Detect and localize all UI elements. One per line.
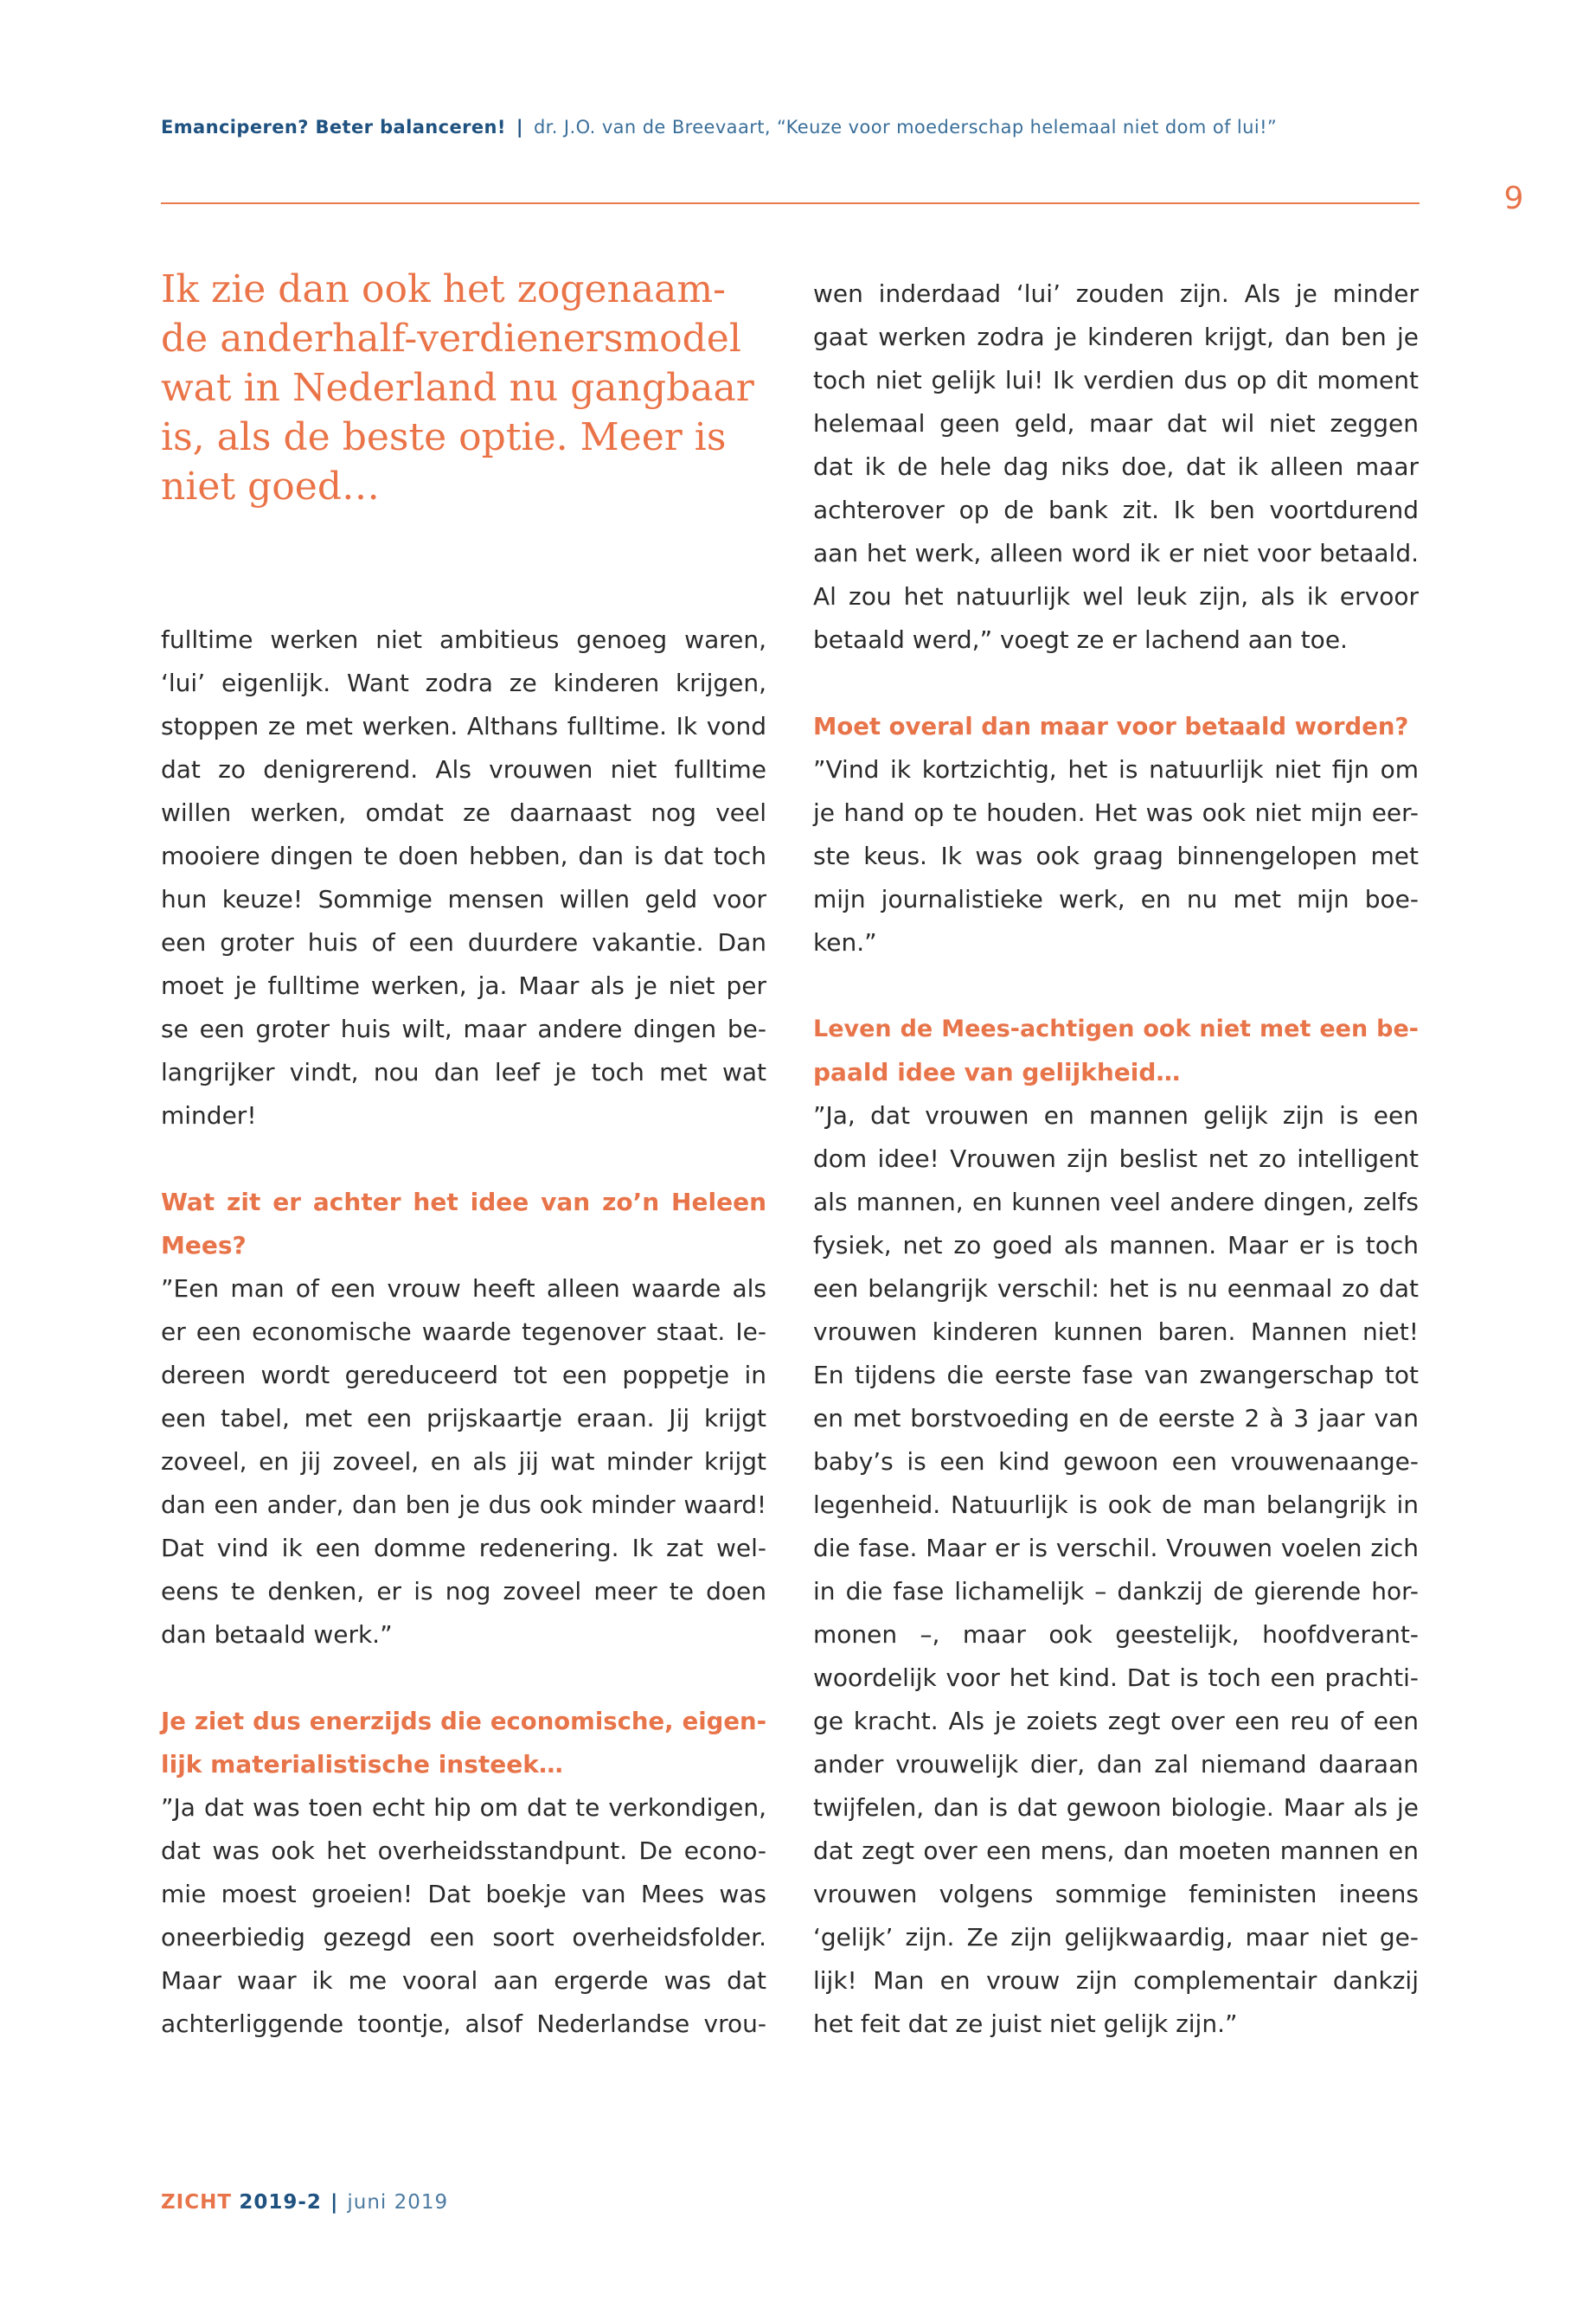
running-header [161,114,1424,140]
header-separator: | [516,117,523,138]
body-text-line: legenheid. Natuurlijk is ook de man belangrijk in [813,1490,1419,1519]
body-text-line: dat ik de hele dag niks doe, dat ik alleen maar [813,452,1419,481]
pull-quote [161,265,784,511]
body-text-line: ‘lui’ eigenlijk. Want zodra ze kinderen krijgen, [161,669,766,697]
body-text-line: ander vrouwelijk dier, dan zal niemand daaraan [813,1750,1419,1779]
body-text-line: die fase. Maar er is verschil. Vrouwen voelen zich [813,1534,1419,1562]
body-text-line: zoveel, en jij zoveel, en als jij wat minder krijgt [161,1447,766,1476]
body-text-line: ”Een man of een vrouw heeft alleen waarde als [161,1274,766,1303]
body-text-line: En tijdens die eerste fase van zwangerschap tot [813,1361,1419,1389]
body-text-line: twijfelen, dan is dat gewoon biologie. Maar als je [813,1793,1419,1822]
body-text-line: vrouwen kinderen kunnen baren. Mannen niet! [813,1317,1419,1346]
body-text-line: oneerbiedig gezegd een soort overheidsfolder. [161,1923,766,1952]
paragraph-gap [161,1657,766,1700]
body-text-line: dan betaald werk.” [161,1620,393,1649]
pull-quote-line: wat in Nederland nu gangbaar [161,366,754,410]
body-text-line: ste keus. Ik was ook graag binnengelopen met [813,842,1419,870]
body-text-line: Maar waar ik me vooral aan ergerde was dat [161,1966,766,1995]
body-text-line: ”Ja dat was toen echt hip om dat te verkondigen, [161,1793,766,1822]
body-text-line: een groter huis of een duurdere vakantie. Dan [161,928,766,957]
issue-number: 2019-2 [239,2191,322,2214]
body-text-line: eens te denken, er is nog zoveel meer te doen [161,1577,766,1606]
body-text-line: langrijker vindt, nou dan leef je toch met wat [161,1058,766,1086]
pull-quote-line: is, als de beste optie. Meer is [161,415,727,459]
paragraph-gap [813,662,1419,705]
body-text-line: baby’s is een kind gewoon een vrouwenaange- [813,1447,1419,1476]
body-text-line: helemaal geen geld, maar dat wil niet zeggen [813,409,1419,438]
paragraph-gap [161,1138,766,1181]
body-text-line: vrouwen volgens sommige feministen ineens [813,1880,1419,1908]
body-text-line: ”Ja, dat vrouwen en mannen gelijk zijn is een [813,1101,1419,1130]
article-reference: dr. J.O. van de Breevaart, “Keuze voor moederschap helemaal niet dom of lui!” [533,117,1278,138]
question-heading-line: lijk materialistische insteek… [161,1750,563,1779]
body-text-line: woordelijk voor het kind. Dat is toch een prachti- [813,1663,1419,1692]
body-text-line: minder! [161,1101,257,1130]
body-text-line: achterover op de bank zit. Ik ben voortdurend [813,496,1419,524]
series-title: Emanciperen? Beter balanceren! [161,117,506,138]
body-text-line: dom idee! Vrouwen zijn beslist net zo intelligent [813,1144,1419,1173]
body-text-line: dat was ook het overheidsstandpunt. De econo- [161,1836,766,1865]
body-column-right [813,272,1419,2046]
body-text-line: moet je fulltime werken, ja. Maar als je niet per [161,971,766,1000]
body-column-left [161,619,766,2046]
body-text-line: het feit dat ze juist niet gelijk zijn.” [813,2009,1238,2038]
question-heading-line: Wat zit er achter het idee van zo’n Heleen [161,1188,766,1216]
body-text-line: gaat werken zodra je kinderen krijgt, dan ben je [813,323,1419,351]
body-text-line: dan een ander, dan ben je dus ook minder waard! [161,1491,766,1519]
paragraph-gap [813,965,1419,1008]
body-text-line: aan het werk, alleen word ik er niet voor betaald. [813,539,1419,567]
header-rule [161,202,1420,204]
question-heading-line: Moet overal dan maar voor betaald worden? [813,713,1409,740]
body-text-line: en met borstvoeding en de eerste 2 à 3 jaar van [813,1404,1419,1433]
magazine-name: ZICHT [161,2191,233,2214]
question-heading-line: paald idee van gelijkheid… [813,1058,1181,1086]
body-text-line: mie moest groeien! Dat boekje van Mees was [161,1880,766,1908]
body-text-line: dat zo denigrerend. Als vrouwen niet fulltime [161,755,766,784]
body-text-line: Al zou het natuurlijk wel leuk zijn, als ik ervoor [813,582,1419,611]
page-footer [161,2189,448,2216]
body-text-line: stoppen ze met werken. Althans fulltime. Ik vond [161,712,766,740]
body-text-line: Dat vind ik een domme redenering. Ik zat wel- [161,1534,766,1562]
body-text-line: dat zegt over een mens, dan moeten mannen en [813,1836,1419,1865]
page-number: 9 [1503,181,1524,216]
body-text-line: fulltime werken niet ambitieus genoeg waren, [161,625,766,654]
body-text-line: mijn journalistieke werk, en nu met mijn boe- [813,885,1419,913]
question-heading-line: Je ziet dus enerzijds die economische, eigen- [161,1708,766,1735]
body-text-line: in die fase lichamelijk – dankzij de gierende hor- [813,1577,1419,1606]
body-text-line: ge kracht. Als je zoiets zegt over een reu of een [813,1707,1419,1735]
pull-quote-line: Ik zie dan ook het zogenaam- [161,267,726,311]
body-text-line: ‘gelijk’ zijn. Ze zijn gelijkwaardig, maar niet ge- [813,1923,1419,1952]
body-text-line: achterliggende toontje, alsof Nederlandse vrou- [161,2009,766,2038]
body-text-line: lijk! Man en vrouw zijn complementair dankzij [813,1966,1419,1995]
body-text-line: als mannen, en kunnen veel andere dingen, zelfs [813,1188,1419,1216]
body-text-line: fysiek, net zo goed als mannen. Maar er is toch [813,1231,1419,1259]
body-text-line: betaald werd,” voegt ze er lachend aan toe. [813,625,1348,654]
question-heading-line: Mees? [161,1231,247,1259]
footer-separator: | [330,2191,339,2214]
body-text-line: se een groter huis wilt, maar andere dingen be- [161,1015,766,1043]
question-heading-line: Leven de Mees-achtigen ook niet met een be- [813,1016,1419,1042]
pull-quote-line: niet goed… [161,465,380,509]
body-text-line: je hand op te houden. Het was ook niet mijn eer- [813,798,1419,827]
body-text-line: wen inderdaad ‘lui’ zouden zijn. Als je minder [813,279,1419,308]
body-text-line: monen –, maar ook geestelijk, hoofdverant- [813,1620,1419,1649]
body-text-line: een belangrijk verschil: het is nu eenmaal zo dat [813,1274,1419,1303]
body-text-line: toch niet gelijk lui! Ik verdien dus op dit moment [813,366,1419,394]
body-text-line: een tabel, met een prijskaartje eraan. Jij krijgt [161,1404,766,1433]
issue-date: juni 2019 [347,2191,449,2214]
body-text-line: er een economische waarde tegenover staat. Ie- [161,1317,766,1346]
body-text-line: dereen wordt gereduceerd tot een poppetje in [161,1361,766,1389]
body-text-line: hun keuze! Sommige mensen willen geld voor [161,885,766,913]
body-text-line: ken.” [813,928,877,957]
body-text-line: ”Vind ik kortzichtig, het is natuurlijk niet fijn om [813,755,1419,784]
pull-quote-line: de anderhalf-verdienersmodel [161,317,741,361]
body-text-line: willen werken, omdat ze daarnaast nog veel [161,798,766,827]
body-text-line: mooiere dingen te doen hebben, dan is dat toch [161,842,766,870]
